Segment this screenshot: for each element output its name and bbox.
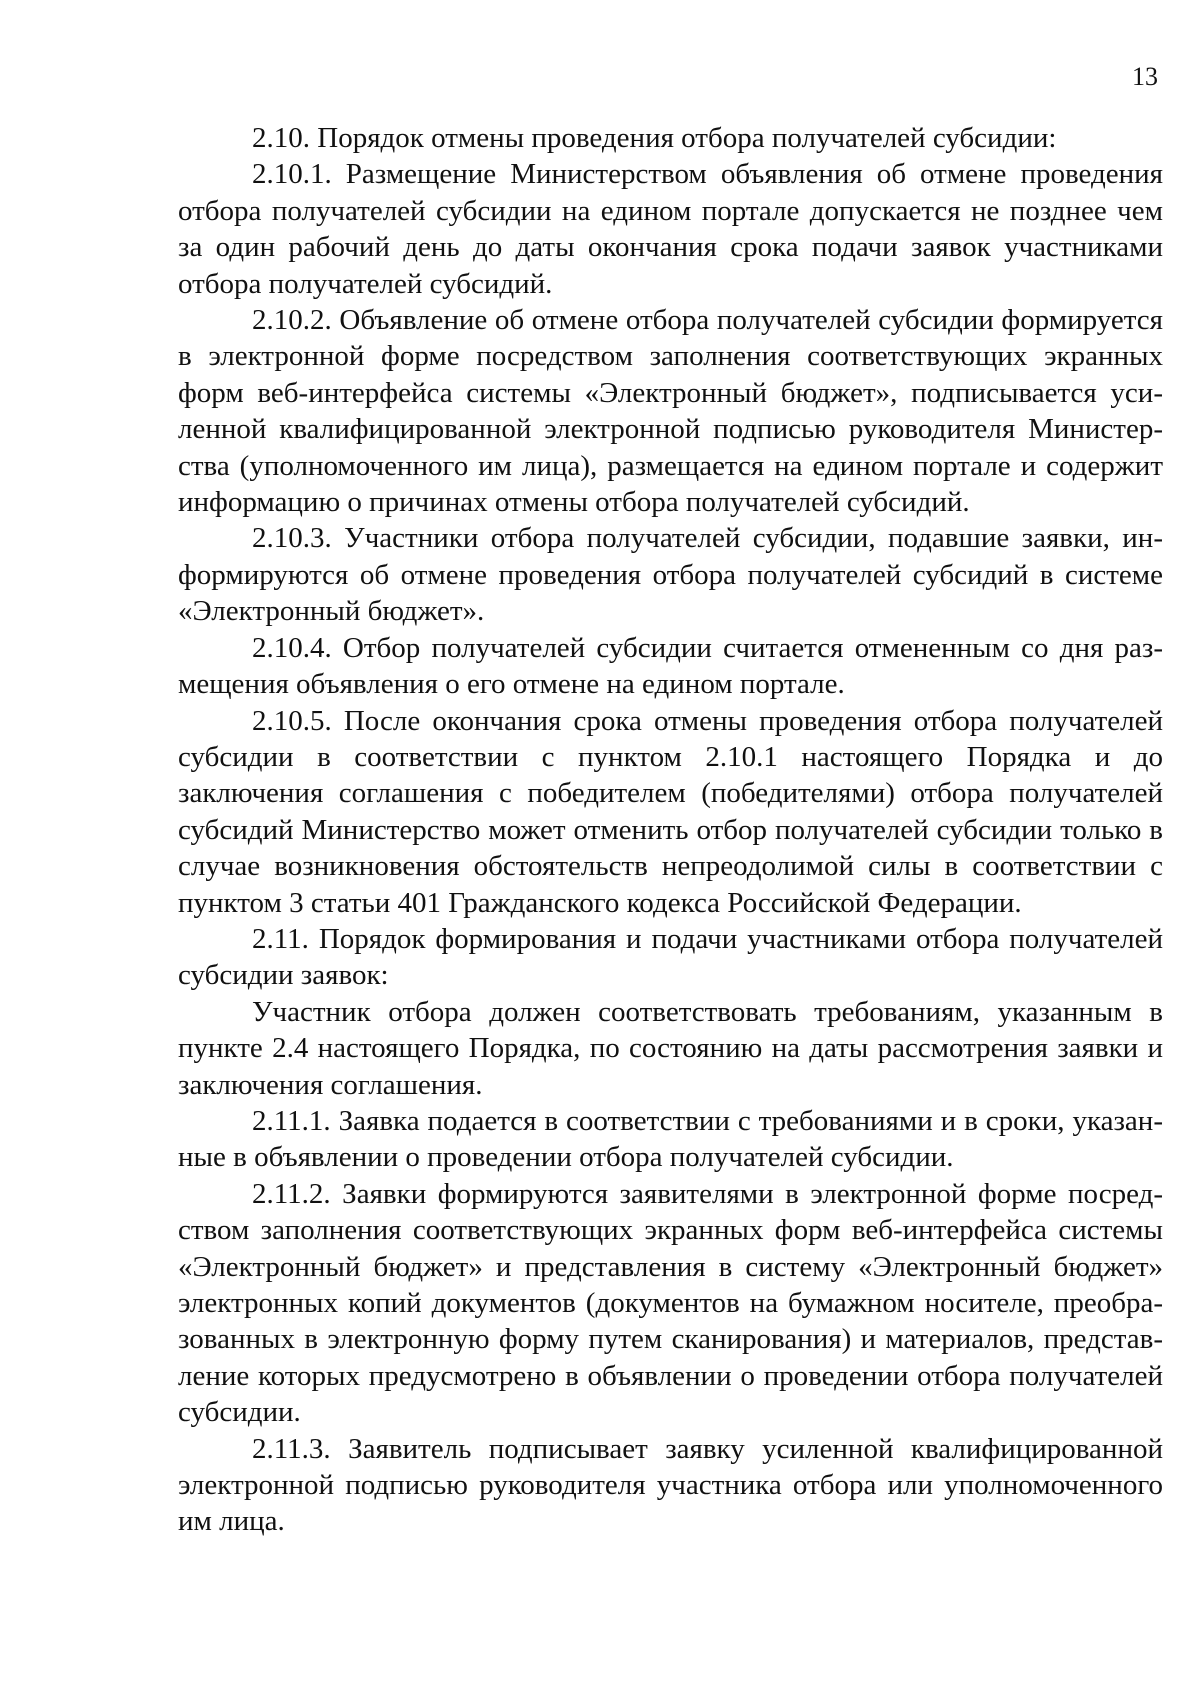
paragraph-2-10-5: 2.10.5. После окончания срока отмены проведения отбора получателей субсидии в соответствии с пунктом 2.10.1 настоящего Порядка и до заключения соглашения с победителем (победителями) отбора получателей субсидий Министерство может отменить отбор получателей субсидии только в случае возникновения обстоятельств непреодолимой силы в соответствии с пунктом 3 статьи 401 Гражданского кодекса Российской Федерации. — [178, 704, 1163, 919]
paragraph-2-10-3: 2.10.3. Участники отбора получателей субсидии, подавшие заявки, информируются об отмене проведения отбора получателей субсидий в системе «Электронный бюджет». — [178, 522, 1163, 628]
paragraph-2-10-1: 2.10.1. Размещение Министерством объявления об отмене проведения отбора получателей субсидии на едином портале допускается не позднее чем за один рабочий день до даты окончания срока подачи заявок участниками отбора получателей субсидий. — [178, 158, 1163, 300]
paragraph-participant-requirements: Участник отбора должен соответствовать требованиям, указанным в пункте 2.4 настоящего Порядка, по состоянию на даты рассмотрения заявки и заключения соглашения. — [178, 995, 1163, 1101]
paragraph-2-11: 2.11. Порядок формирования и подачи участниками отбора получателей субсидии заявок: — [178, 922, 1163, 992]
paragraph-2-10: 2.10. Порядок отмены проведения отбора получателей субсидии: — [252, 122, 1057, 154]
page-number: 13 — [1132, 62, 1158, 91]
paragraph-2-10-4: 2.10.4. Отбор получателей субсидии считается отмененным со дня размещения объявления о его отмене на едином портале. — [178, 631, 1163, 701]
paragraph-2-10-2: 2.10.2. Объявление об отмене отбора получателей субсидии формируется в электронной форме посредством заполнения соответствующих экранных форм веб-интерфейса системы «Электронный бюджет», подписывается усиленной квалифицированной электронной подписью руководителя Министерства (уполномоченного им лица), размещается на едином портале и содержит информацию о причинах отмены отбора получателей субсидий. — [178, 304, 1163, 519]
paragraph-2-11-2: 2.11.2. Заявки формируются заявителями в электронной форме посредством заполнения соответствующих экранных форм веб-интерфейса системы «Электронный бюджет» и представления в систему «Электронный бюджет» электронных копий документов (документов на бумажном носителе, преобразованных в электронную форму путем сканирования) и материалов, представление которых предусмотрено в объявлении о проведении отбора получателей субсидии. — [178, 1177, 1163, 1429]
paragraph-2-11-3: 2.11.3. Заявитель подписывает заявку усиленной квалифицированной электронной подписью руководителя участника отбора или уполномоченного им лица. — [178, 1432, 1163, 1538]
document-body — [178, 120, 1163, 1540]
paragraph-2-11-1: 2.11.1. Заявка подается в соответствии с требованиями и в сроки, указанные в объявлении о проведении отбора получателей субсидии. — [178, 1104, 1163, 1174]
